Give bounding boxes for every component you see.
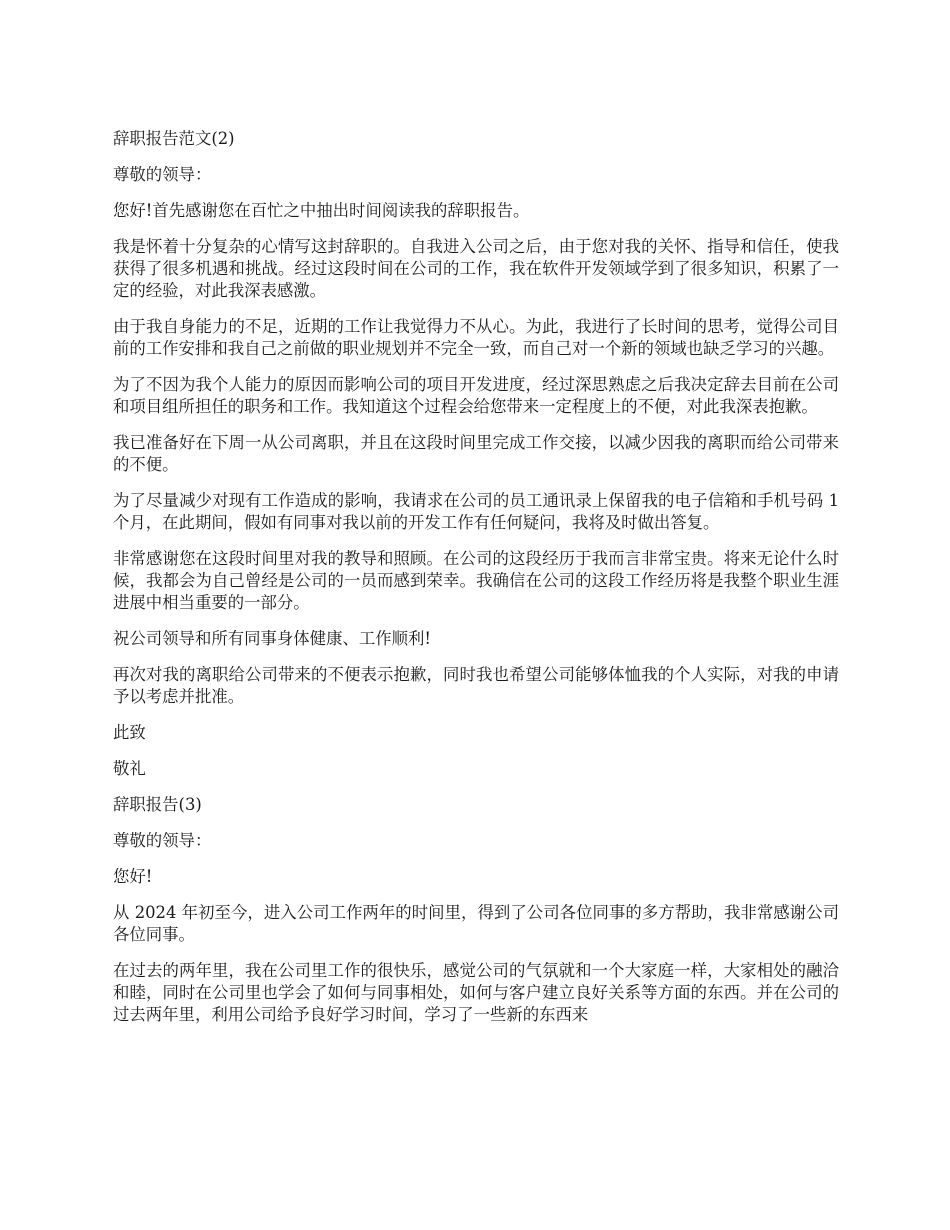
section-heading: 辞职报告范文(2): [113, 129, 235, 148]
body-paragraph: 由于我自身能力的不足，近期的工作让我觉得力不从心。为此，我进行了长时间的思考，觉得公司目前的工作安排和我自己之前做的职业规划并不完全一致，而自己对一个新的领域也缺乏学习的兴趣。: [113, 317, 839, 358]
salutation: 尊敬的领导：: [113, 831, 212, 850]
body-paragraph: 为了不因为我个人能力的原因而影响公司的项目开发进度，经过深思熟虑之后我决定辞去目前在公司和项目组所担任的职务和工作。我知道这个过程会给您带来一定程度上的不便，对此我深表抱歉。: [113, 375, 839, 416]
section-heading: 辞职报告(3): [113, 795, 202, 814]
greeting: 您好!首先感谢您在百忙之中抽出时间阅读我的辞职报告。: [113, 201, 530, 220]
body-paragraph: 为了尽量减少对现有工作造成的影响，我请求在公司的员工通讯录上保留我的电子信箱和手机号码 1 个月，在此期间，假如有同事对我以前的开发工作有任何疑问，我将及时做出答复。: [113, 491, 839, 532]
greeting: 您好!: [113, 867, 153, 886]
closing: 此致: [113, 723, 146, 742]
body-paragraph: 再次对我的离职给公司带来的不便表示抱歉，同时我也希望公司能够体恤我的个人实际，对我的申请予以考虑并批准。: [113, 665, 839, 706]
closing-regards: 敬礼: [113, 759, 146, 778]
body-paragraph: 我已准备好在下周一从公司离职，并且在这段时间里完成工作交接，以减少因我的离职而给公司带来的不便。: [113, 433, 839, 474]
body-paragraph: 非常感谢您在这段时间里对我的教导和照顾。在公司的这段经历于我而言非常宝贵。将来无论什么时候，我都会为自己曾经是公司的一员而感到荣幸。我确信在公司的这段工作经历将是我整个职业生涯进展中相当重要的一部分。: [113, 549, 839, 612]
salutation: 尊敬的领导：: [113, 165, 212, 184]
body-paragraph: 祝公司领导和所有同事身体健康、工作顺利!: [113, 629, 432, 648]
body-paragraph: 从 2024 年初至今，进入公司工作两年的时间里，得到了公司各位同事的多方帮助，我非常感谢公司各位同事。: [113, 903, 839, 944]
body-paragraph: 在过去的两年里，我在公司里工作的很快乐，感觉公司的气氛就和一个大家庭一样，大家相处的融洽和睦，同时在公司里也学会了如何与同事相处，如何与客户建立良好关系等方面的东西。并在公司的过去两年里，利用公司给予良好学习时间，学习了一些新的东西来: [113, 961, 839, 1024]
document-body: [113, 128, 839, 1040]
body-paragraph: 我是怀着十分复杂的心情写这封辞职的。自我进入公司之后，由于您对我的关怀、指导和信任，使我获得了很多机遇和挑战。经过这段时间在公司的工作，我在软件开发领域学到了很多知识，积累了一定的经验，对此我深表感激。: [113, 237, 839, 300]
